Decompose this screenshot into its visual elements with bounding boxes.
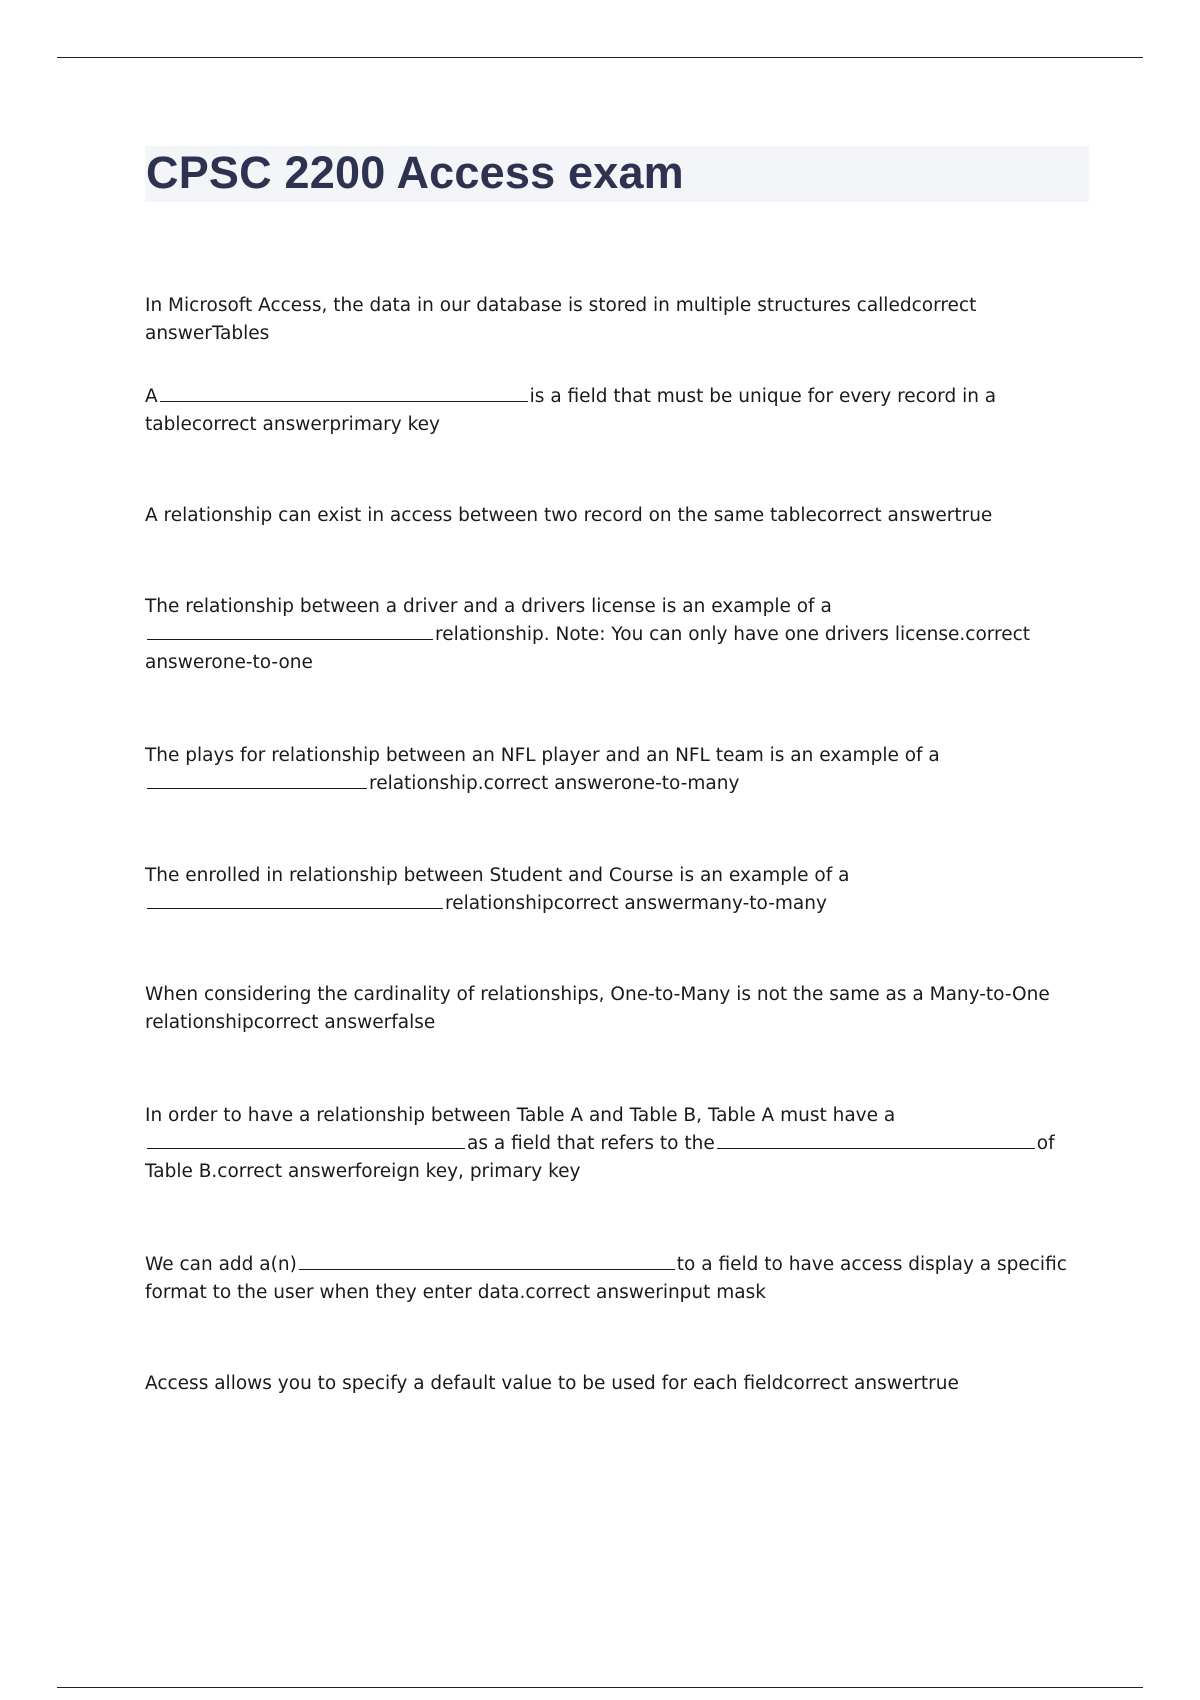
- question-line-2: relationshipcorrect answerfalse: [145, 1012, 436, 1033]
- question-line-2: [145, 770, 1085, 798]
- question-text-post: relationship. Note: You can only have one drivers license.correct: [435, 624, 1031, 645]
- question-item-7: [145, 981, 1085, 1037]
- question-line-2: tablecorrect answerprimary key: [145, 414, 440, 435]
- question-text-pre: A: [145, 386, 158, 407]
- question-item-8: [145, 1102, 1085, 1186]
- answer-blank: [147, 770, 367, 789]
- question-line-2: [145, 890, 1085, 918]
- question-item-9: [145, 1251, 1085, 1307]
- question-text: A relationship can exist in access between two record on the same tablecorrect answertrue: [145, 505, 993, 526]
- question-line-1: [145, 383, 1085, 411]
- question-text-mid: as a field that refers to the: [467, 1133, 715, 1154]
- question-text-post: of: [1036, 1133, 1055, 1154]
- question-item-5: [145, 742, 1085, 798]
- question-item-4: [145, 593, 1085, 677]
- answer-blank: [160, 383, 528, 402]
- question-text-post: relationship.correct answerone-to-many: [369, 773, 740, 794]
- document-title: CPSC 2200 Access exam: [146, 147, 684, 198]
- question-line-1: When considering the cardinality of relationships, One-to-Many is not the same as a Many-to-One: [145, 984, 1050, 1005]
- question-line-2: [145, 1130, 1085, 1158]
- question-item-10: [145, 1370, 1085, 1398]
- question-text-post: relationshipcorrect answermany-to-many: [445, 893, 827, 914]
- question-text: In Microsoft Access, the data in our database is stored in multiple structures calledcorrect answerTables: [145, 295, 977, 344]
- question-text-post: is a field that must be unique for every record in a: [529, 386, 997, 407]
- question-item-1: [145, 292, 1085, 348]
- question-line-1: [145, 1251, 1085, 1279]
- question-line-3: Table B.correct answerforeign key, primary key: [145, 1161, 581, 1182]
- question-line-1: The relationship between a driver and a drivers license is an example of a: [145, 596, 832, 617]
- top-rule: [57, 57, 1143, 58]
- question-line-2: [145, 621, 1085, 649]
- bottom-rule: [57, 1687, 1143, 1688]
- question-line-2: format to the user when they enter data.correct answerinput mask: [145, 1282, 766, 1303]
- question-item-3: [145, 502, 1085, 530]
- question-text-post: to a field to have access display a specific: [676, 1254, 1067, 1275]
- answer-blank: [147, 621, 433, 640]
- question-line-3: answerone-to-one: [145, 652, 313, 673]
- question-line-1: In order to have a relationship between Table A and Table B, Table A must have a: [145, 1105, 896, 1126]
- question-line-1: The plays for relationship between an NFL player and an NFL team is an example of a: [145, 745, 940, 766]
- answer-blank: [299, 1251, 675, 1270]
- answer-blank: [147, 890, 443, 909]
- question-line-1: The enrolled in relationship between Student and Course is an example of a: [145, 865, 850, 886]
- question-text-pre: We can add a(n): [145, 1254, 297, 1275]
- answer-blank: [147, 1130, 465, 1149]
- question-item-6: [145, 862, 1085, 918]
- answer-blank: [717, 1130, 1035, 1149]
- question-text: Access allows you to specify a default value to be used for each fieldcorrect answertrue: [145, 1373, 959, 1394]
- question-item-2: [145, 383, 1085, 439]
